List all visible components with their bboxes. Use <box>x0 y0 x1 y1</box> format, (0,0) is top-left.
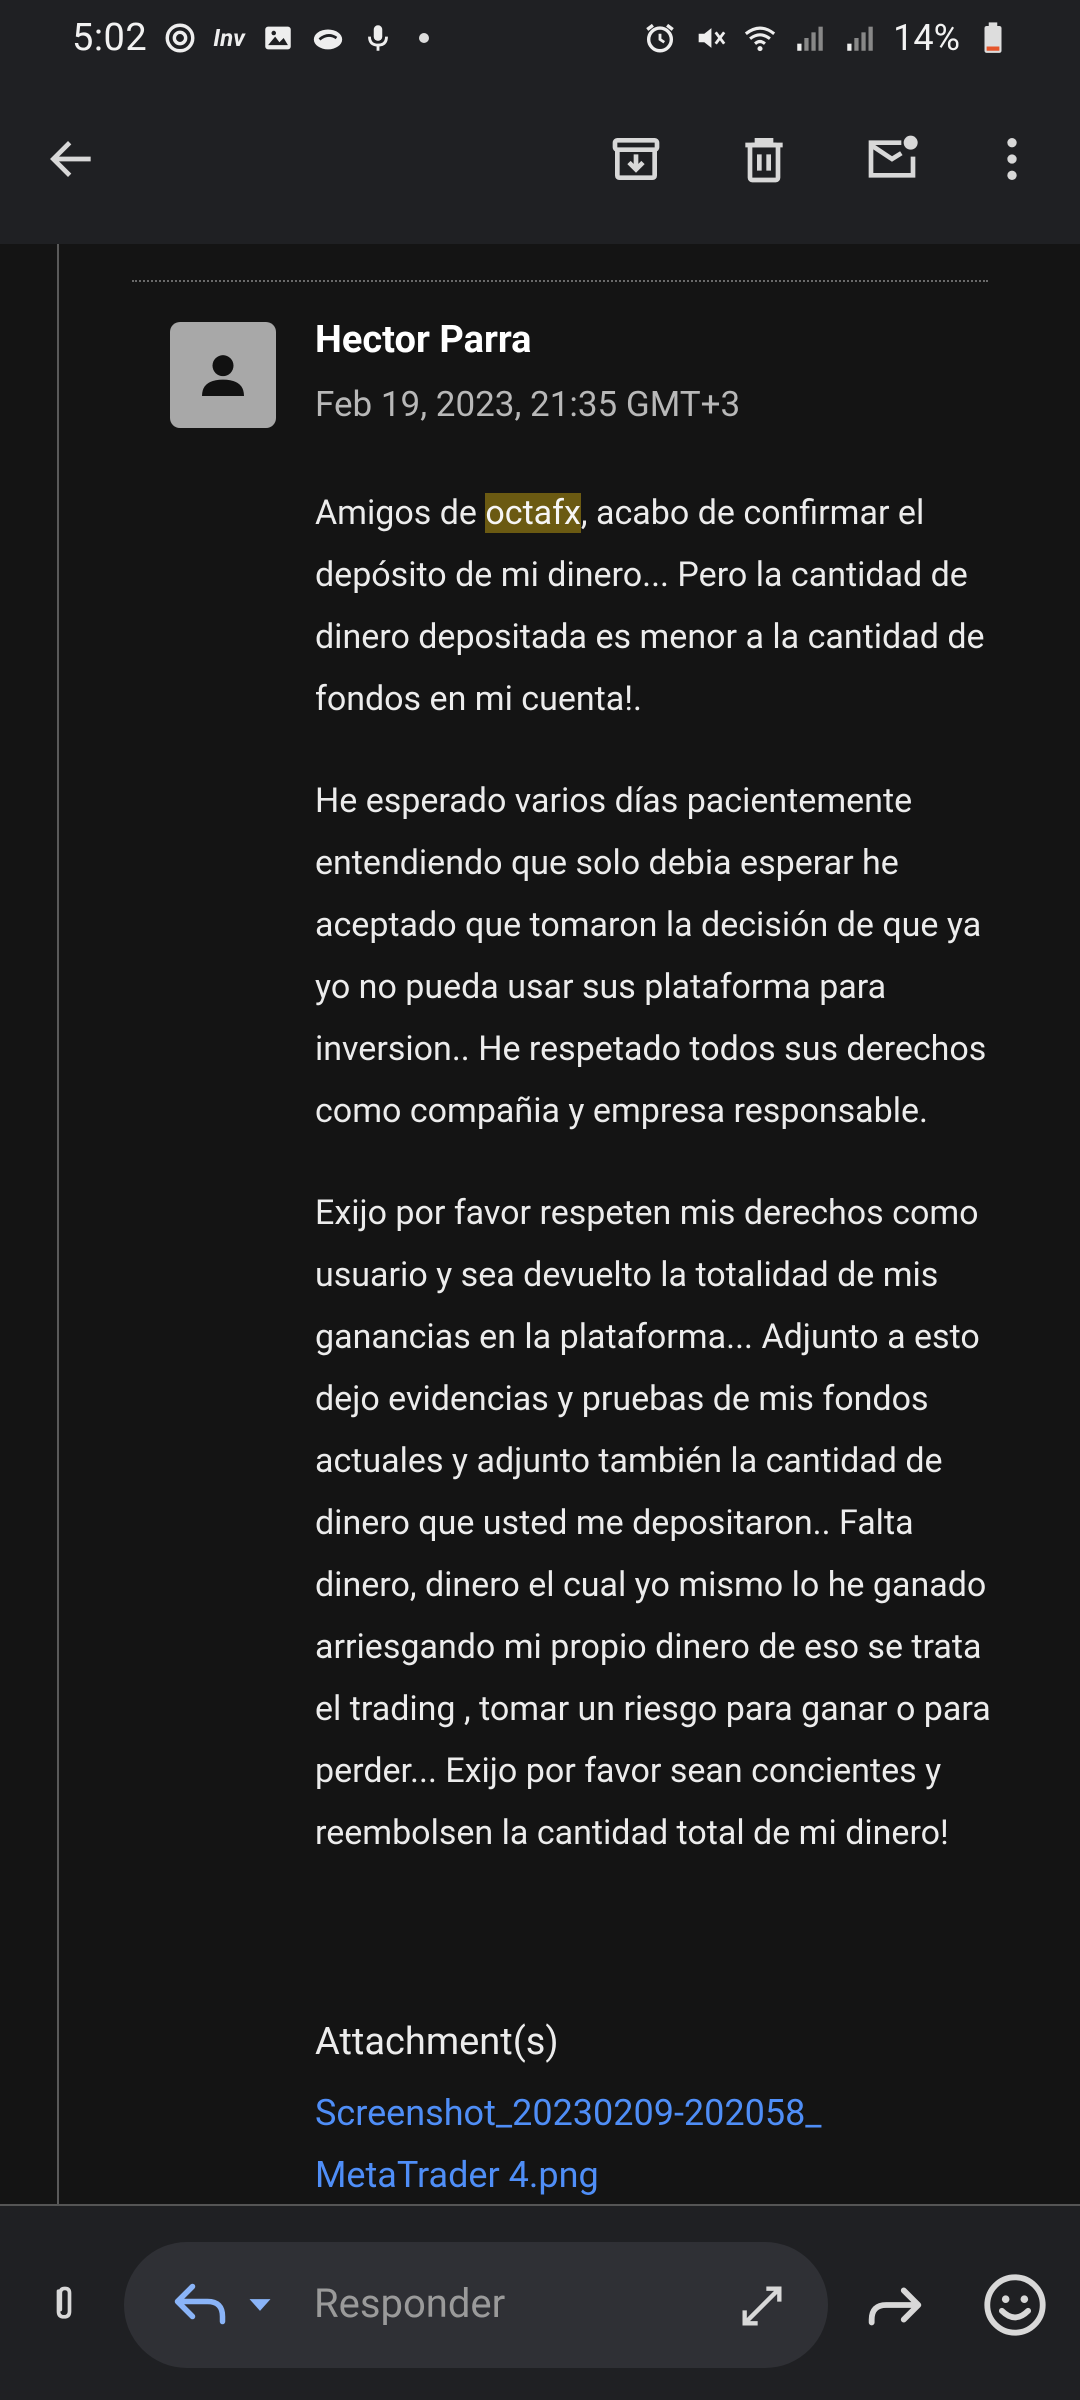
status-right <box>643 17 1010 59</box>
attachments-heading: Attachment(s) <box>315 2020 559 2064</box>
search-highlight: octafx <box>485 493 581 533</box>
more-options-button[interactable] <box>972 119 1052 199</box>
attachment-link-line-2[interactable]: MetaTrader 4.png <box>315 2154 599 2196</box>
archive-icon <box>608 131 664 187</box>
p1-end: , acabo de confirmar el depósito de mi dinero... Pero la cantidad de dinero depositada es menor a la cantidad de fondos en mi cuenta!. <box>315 493 985 719</box>
delete-button[interactable] <box>724 119 804 199</box>
mic-icon <box>361 21 395 55</box>
mail-unread-icon <box>864 131 920 187</box>
reply-icon[interactable] <box>170 2274 230 2334</box>
reply-field[interactable] <box>124 2242 828 2368</box>
trash-icon <box>736 131 792 187</box>
back-button[interactable] <box>32 119 112 199</box>
more-vert-icon <box>984 131 1040 187</box>
image-icon <box>261 21 295 55</box>
sender-avatar[interactable] <box>170 322 276 428</box>
reply-bar <box>0 2204 1080 2400</box>
emoji-icon[interactable] <box>980 2270 1050 2340</box>
wifi-icon <box>743 21 777 55</box>
sender-name[interactable]: Hector Parra <box>315 318 532 362</box>
inv-icon: Inv <box>213 24 245 52</box>
attach-button[interactable] <box>32 2272 96 2336</box>
paperclip-icon <box>42 2282 86 2326</box>
mute-icon <box>693 21 727 55</box>
expand-icon[interactable] <box>736 2280 788 2332</box>
notification-dot-icon <box>419 33 429 43</box>
battery-icon <box>976 21 1010 55</box>
message-date: Feb 19, 2023, 21:35 GMT+3 <box>315 384 741 425</box>
status-bar <box>0 0 1080 76</box>
back-arrow-icon <box>44 131 100 187</box>
body-paragraph-1 <box>315 482 995 730</box>
message-body <box>315 482 995 1904</box>
target-icon <box>163 21 197 55</box>
signal-icon-2 <box>843 21 877 55</box>
mark-unread-button[interactable] <box>852 119 932 199</box>
archive-button[interactable] <box>596 119 676 199</box>
toolbar <box>0 76 1080 244</box>
attachment-link-line-1[interactable]: Screenshot_20230209-202058_ <box>315 2092 822 2134</box>
battery-percent: 14% <box>893 17 960 59</box>
attachment-link[interactable] <box>315 2082 935 2206</box>
body-paragraph-3: Exijo por favor respeten mis derechos como usuario y sea devuelto la totalidad de mis ganancias en la plataforma... Adjunto a esto dejo evidencias y pruebas de mis fondos actuales y adjunto también la cantidad de dinero que usted me depositaron.. Falta dinero, dinero el cual yo mismo lo he ganado arriesgando mi propio dinero de eso se trata el trading , tomar un riesgo para ganar o para perder... Exijo por favor sean concientes y reembolsen la cantidad total de mi dinero! <box>315 1193 991 1853</box>
status-time: 5:02 <box>72 16 148 60</box>
forward-icon[interactable] <box>860 2270 930 2340</box>
signal-icon-1 <box>793 21 827 55</box>
reply-placeholder[interactable]: Responder <box>314 2280 506 2327</box>
body-paragraph-2: He esperado varios días pacientemente entendiendo que solo debia esperar he aceptado que tomaron la decisión de que ya yo no pueda usar sus plataforma para inversion.. He respetado todos sus derechos como compañia y empresa responsable. <box>315 781 987 1131</box>
status-left <box>72 16 429 60</box>
cloud-icon <box>311 21 345 55</box>
person-icon <box>195 347 251 403</box>
message-divider <box>132 280 988 282</box>
alarm-icon <box>643 21 677 55</box>
p1-start: Amigos de <box>315 493 486 533</box>
chevron-down-icon[interactable] <box>246 2294 274 2316</box>
thread-line <box>57 244 59 2204</box>
